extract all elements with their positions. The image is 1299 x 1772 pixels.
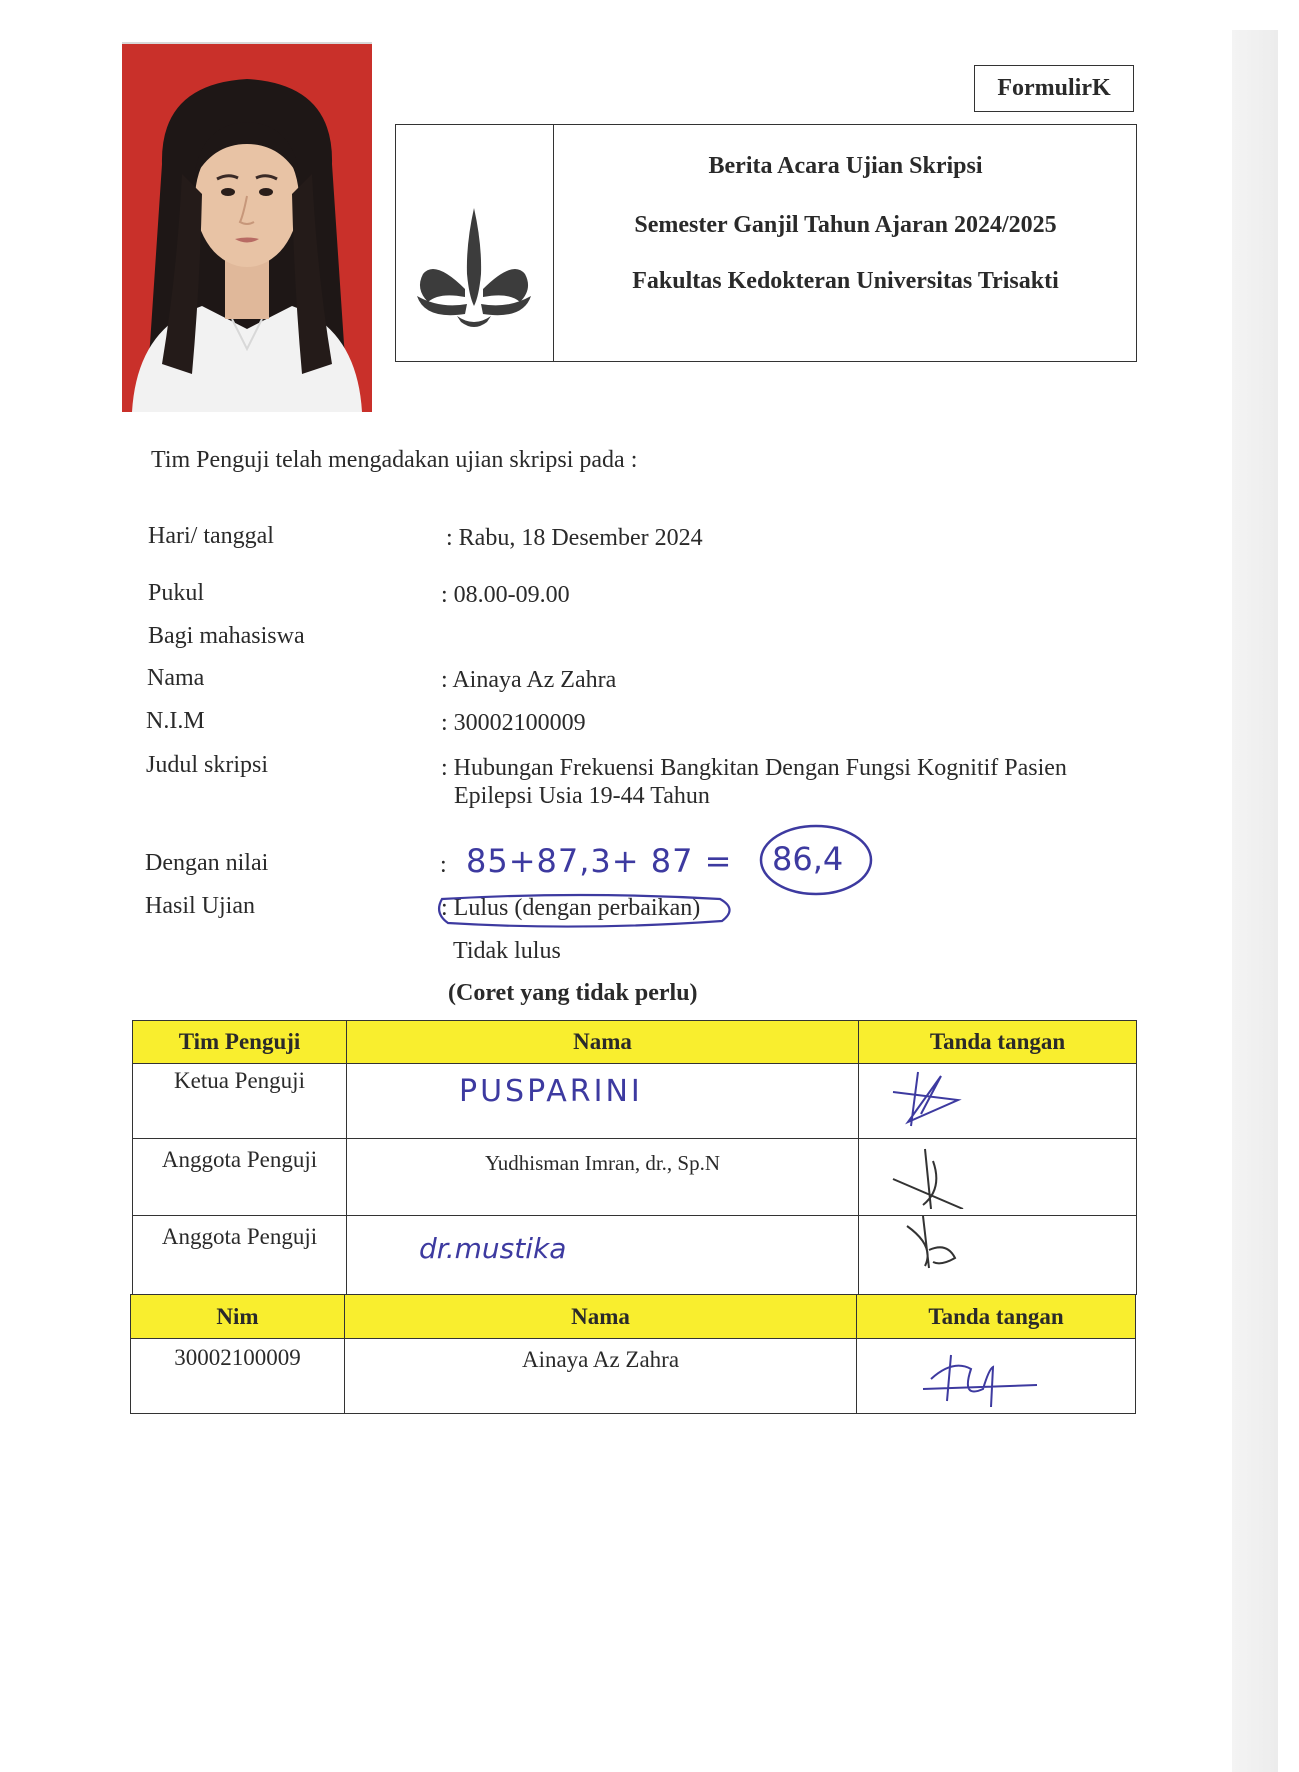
header-faculty: Fakultas Kedokteran Universitas Trisakti [632, 268, 1059, 294]
intro-text: Tim Penguji telah mengadakan ujian skripsi pada : [151, 447, 638, 473]
table-row [133, 1064, 1137, 1139]
grade-result: 86,4 [772, 840, 844, 878]
examiner-name: dr.mustika [419, 1232, 567, 1265]
student-label: Bagi mahasiswa [148, 623, 305, 649]
form-code: FormulirK [997, 75, 1111, 101]
date-label: Hari/ tanggal [148, 523, 274, 549]
table-row [131, 1339, 1136, 1414]
signature-icon [863, 1216, 1133, 1288]
nim-value: : 30002100009 [441, 710, 586, 736]
signature-icon [863, 1064, 1133, 1132]
grade-label: Dengan nilai [145, 850, 269, 876]
examiners-header-role: Tim Penguji [133, 1021, 347, 1064]
header-semester: Semester Ganjil Tahun Ajaran 2024/2025 [634, 212, 1057, 238]
time-value: : 08.00-09.00 [441, 582, 570, 608]
result-pass: : Lulus (dengan perbaikan) [441, 895, 701, 921]
signature-icon [863, 1139, 1133, 1209]
student-photo [122, 42, 372, 412]
examiners-header-name: Nama [347, 1021, 859, 1064]
grade-colon: : [440, 852, 447, 878]
university-logo-icon [395, 124, 554, 362]
result-fail: Tidak lulus [453, 938, 561, 964]
signature-cell [859, 1139, 1137, 1216]
student-name: Ainaya Az Zahra [345, 1339, 857, 1414]
result-label: Hasil Ujian [145, 893, 255, 919]
table-row [133, 1139, 1137, 1216]
time-label: Pukul [148, 580, 205, 606]
table-row [133, 1216, 1137, 1295]
thesis-title-line2: Epilepsi Usia 19-44 Tahun [454, 783, 710, 809]
thesis-title-line1: : Hubungan Frekuensi Bangkitan Dengan Fungsi Kognitif Pasien [441, 755, 1067, 781]
header-title: Berita Acara Ujian Skripsi [708, 153, 983, 179]
examiner-name: PUSPARINI [459, 1074, 643, 1109]
title-label: Judul skripsi [146, 752, 269, 778]
student-header-name: Nama [345, 1295, 857, 1339]
examiners-table [132, 1020, 1137, 1295]
student-table [130, 1294, 1136, 1414]
examiner-role: Anggota Penguji [133, 1139, 347, 1216]
student-header-signature: Tanda tangan [857, 1295, 1136, 1339]
grade-circle-mark [756, 818, 876, 900]
signature-icon [861, 1339, 1131, 1407]
name-value: : Ainaya Az Zahra [441, 667, 617, 693]
result-circle-mark [430, 887, 740, 937]
nim-label: N.I.M [146, 708, 205, 734]
examiners-header-signature: Tanda tangan [859, 1021, 1137, 1064]
logo-cell [395, 124, 554, 362]
scan-edge-shadow [1232, 30, 1278, 1772]
student-nim: 30002100009 [131, 1339, 345, 1414]
examiner-name: Yudhisman Imran, dr., Sp.N [347, 1139, 859, 1216]
strike-note: (Coret yang tidak perlu) [448, 980, 698, 1006]
student-header-nim: Nim [131, 1295, 345, 1339]
form-code-box [974, 65, 1134, 112]
grade-handwritten: 85+87,3+ 87 = [466, 842, 733, 880]
signature-cell [859, 1064, 1137, 1139]
examiner-role: Ketua Penguji [133, 1064, 347, 1139]
examiner-role: Anggota Penguji [133, 1216, 347, 1295]
signature-cell [857, 1339, 1136, 1414]
date-value: : Rabu, 18 Desember 2024 [446, 525, 703, 551]
name-label: Nama [147, 665, 205, 691]
signature-cell [859, 1216, 1137, 1295]
